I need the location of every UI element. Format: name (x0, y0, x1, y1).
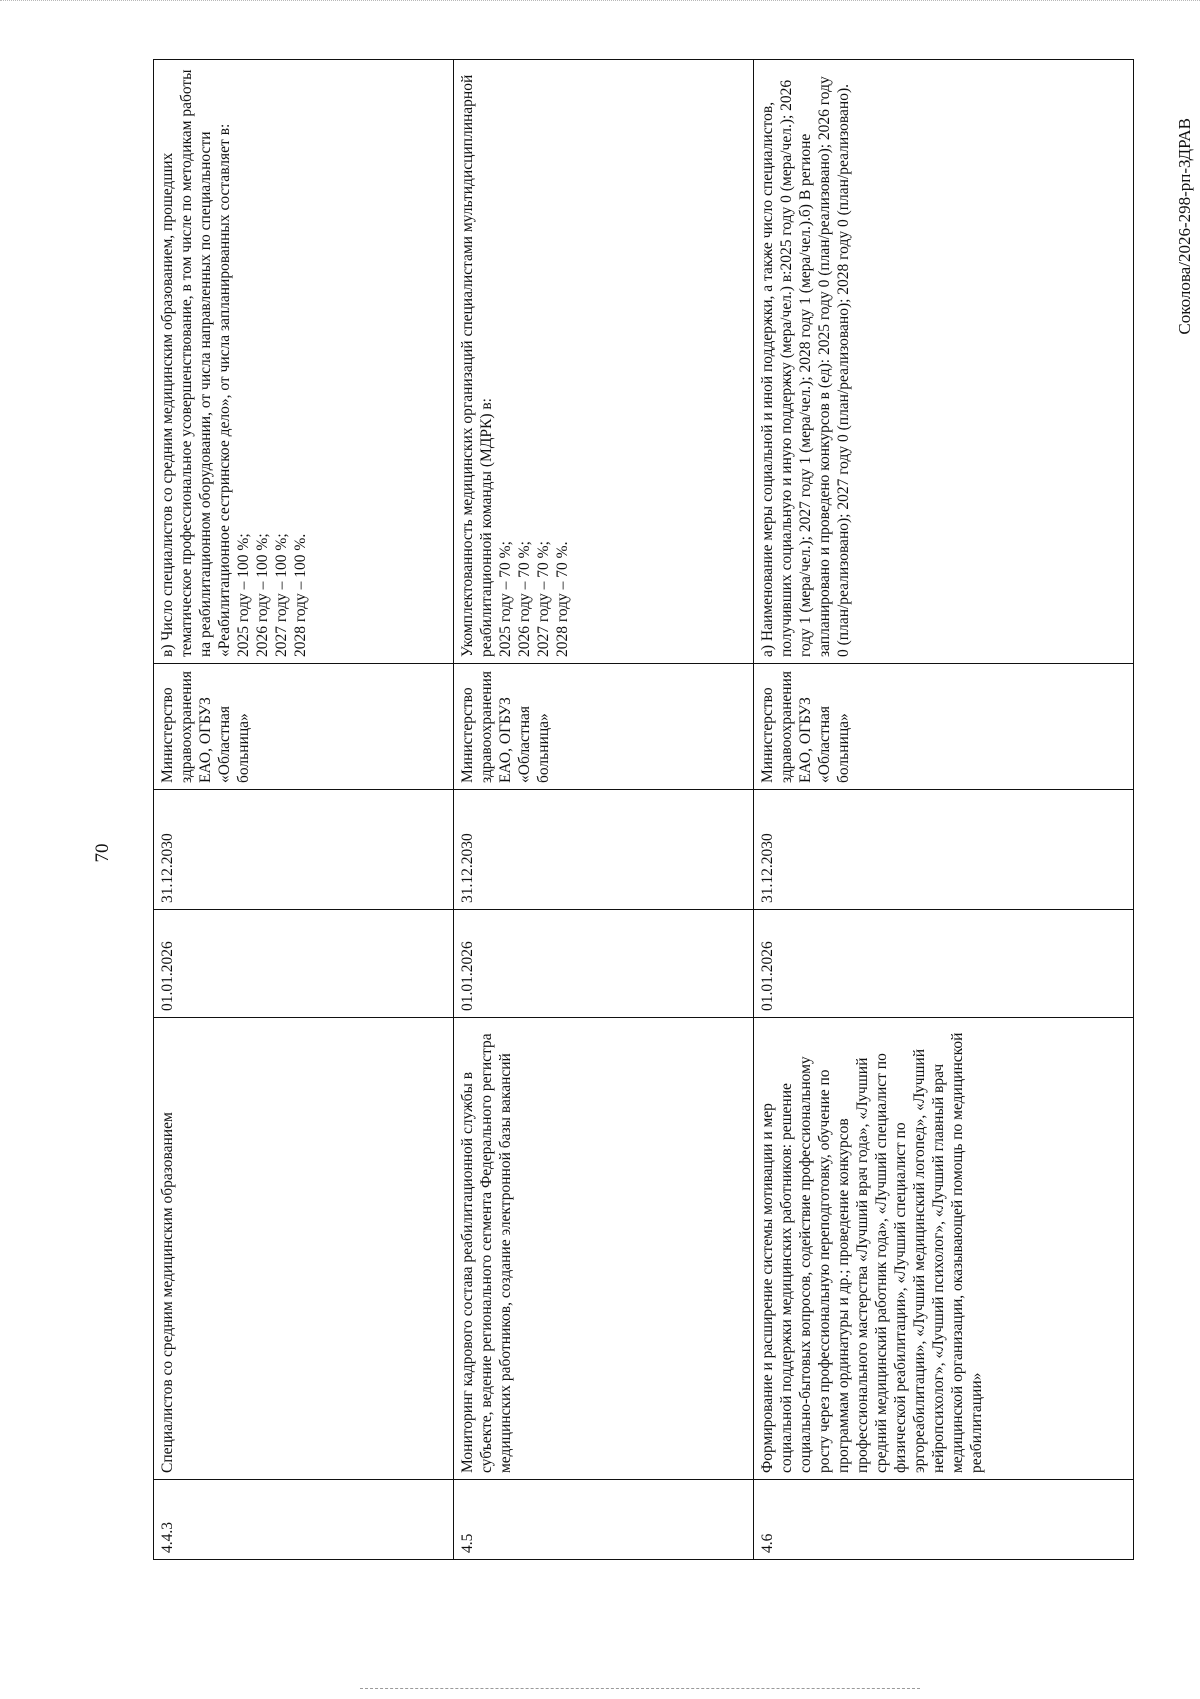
row-number: 4.6 (754, 1480, 1134, 1560)
responsible-executor: Министерство здравоохранения ЕАО, ОГБУЗ «Областная больница» (754, 664, 1134, 790)
table-row (154, 60, 454, 1560)
end-date: 31.12.2030 (754, 790, 1134, 910)
measure-name: Формирование и расширение системы мотивации и мер социальной поддержки медицинских работников: решение социально-бытовых вопросов, содействие профессиональному росту через профессиональную переподготовку, обучение по программам ординатуры и др.; проведение конкурсов профессионального мастерства «Лучший врач года», «Лучший средний медицинский работник года», «Лучший специалист по физической реабилитации», «Лучший специалист по эргореабилитации», «Лучший медицинский логопед», «Лучший нейропсихолог», «Лучший психолог», «Лучший главный врач медицинской организации, оказывающей помощь по медицинской реабилитации» (754, 1018, 1134, 1480)
page-number: 70 (92, 843, 113, 863)
table-row (454, 60, 754, 1560)
responsible-executor: Министерство здравоохранения ЕАО, ОГБУЗ «Областная больница» (154, 664, 454, 790)
expected-result: в) Число специалистов со средним медицинским образованием, прошедших тематическое профессиональное усовершенствование, в том числе по методикам работы на реабилитационном оборудовании, от числа направленных по специальности «Реабилитационное сестринское дело», от числа запланированных составляет в: 2025 году – 100 %; 2026 году – 100 %; 2027 году – 100 %; 2028 году – 100 %. (154, 60, 454, 664)
expected-result: Укомплектованность медицинских организаций специалистами мультидисциплинарной реабилитационной команды (МДРК) в: 2025 году – 70 %; 2026 году – 70 %; 2027 году – 70 %; 2028 году – 70 %. (454, 60, 754, 664)
row-number: 4.5 (454, 1480, 754, 1560)
table-row (754, 60, 1134, 1560)
scan-edge-top (0, 0, 1200, 5)
end-date: 31.12.2030 (154, 790, 454, 910)
document-code: Соколова/2026-298-рп-ЗДРАВ (1175, 118, 1194, 335)
expected-result: а) Наименование меры социальной и иной поддержки, а также число специалистов, получивших социальную и иную поддержку (мера/чел.) в:2025 году 0 (мера/чел.); 2026 году 1 (мера/чел.); 2027 году 1 (мера/чел.); 2028 году 1 (мера/чел.).б) В регионе запланировано и проведено конкурсов в (ед): 2025 году 0 (план/реализовано); 2026 году 0 (план/реализовано); 2027 году 0 (план/реализовано); 2028 году 0 (план/реализовано). (754, 60, 1134, 664)
measure-name: Специалистов со средним медицинским образованием (154, 1018, 454, 1480)
end-date: 31.12.2030 (454, 790, 754, 910)
start-date: 01.01.2026 (754, 910, 1134, 1018)
rotated-table-wrapper (153, 60, 1133, 1560)
measures-table (153, 59, 1134, 1560)
start-date: 01.01.2026 (454, 910, 754, 1018)
measure-name: Мониторинг кадрового состава реабилитационной службы в субъекте, ведение регионального сегмента Федерального регистра медицинских работников, создание электронной базы вакансий (454, 1018, 754, 1480)
start-date: 01.01.2026 (154, 910, 454, 1018)
responsible-executor: Министерство здравоохранения ЕАО, ОГБУЗ «Областная больница» (454, 664, 754, 790)
row-number: 4.4.3 (154, 1480, 454, 1560)
scan-edge-bottom (360, 1688, 920, 1692)
